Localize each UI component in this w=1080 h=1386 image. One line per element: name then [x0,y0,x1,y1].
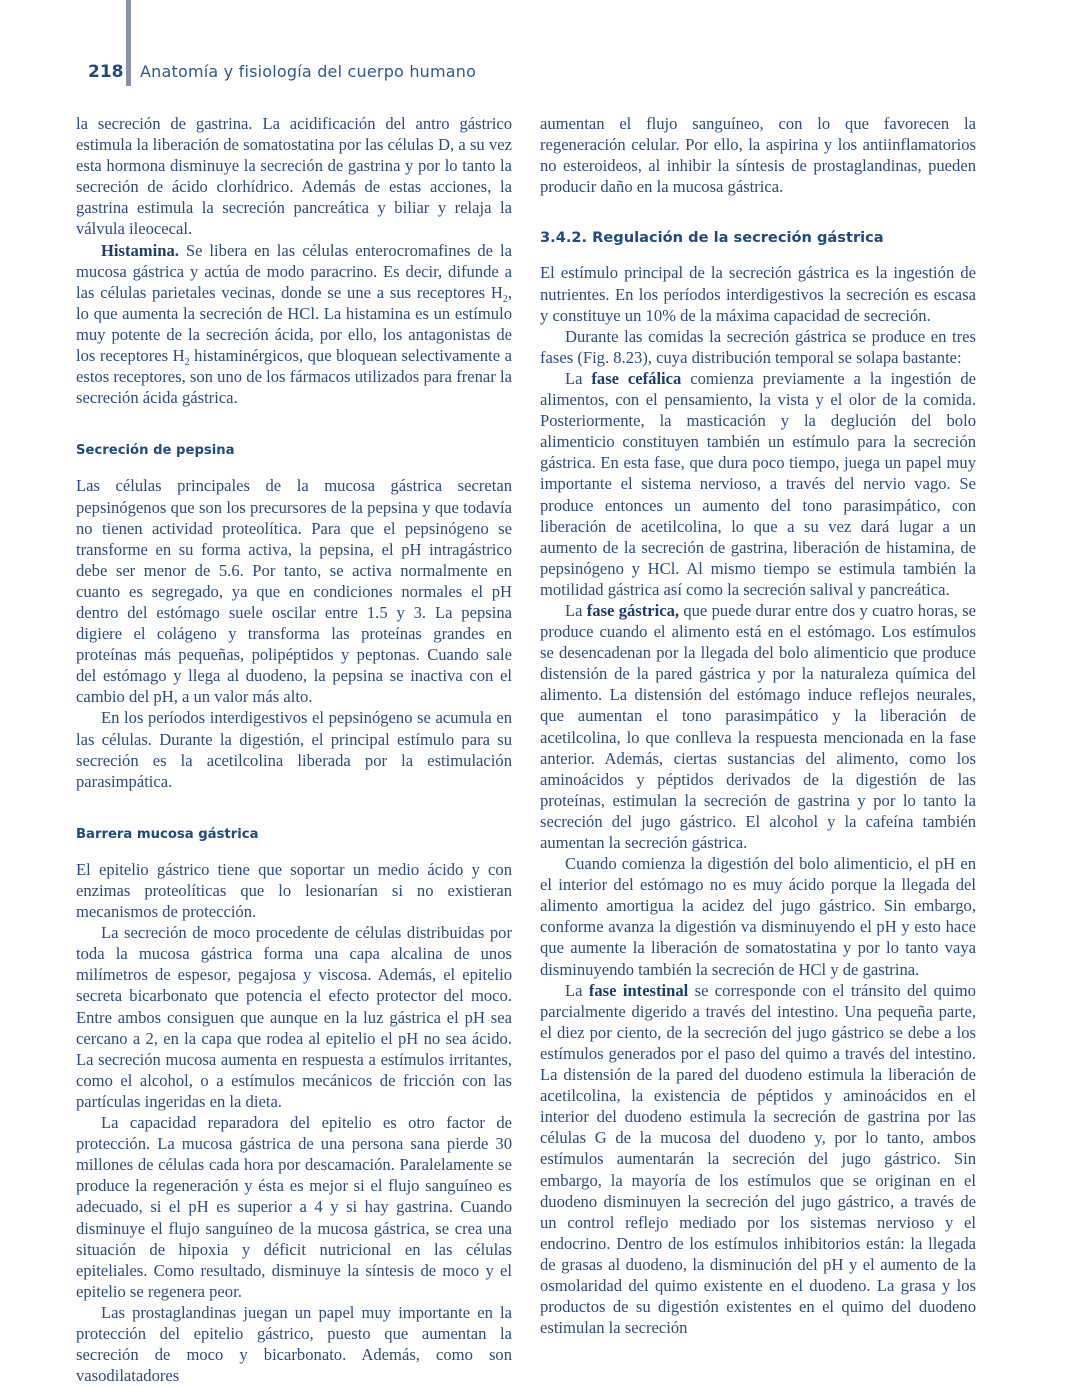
paragraph-histamina: Histamina. Se libera en las células enterocromafines de la mucosa gástrica y actúa de modo paracrino. Es decir, difunde a las células parietales vecinas, donde se une a sus receptores $H_2$, lo que aumenta la secreción de HCl. La histamina es un estímulo muy potente de la secreción ácida, por ello, los antagonistas de los receptores $H_2$ histaminérgicos, que bloquean selectivamente a estos receptores, son uno de los fármacos utilizados para frenar la secreción ácida gástrica. [76,240,512,408]
paragraph: El estímulo principal de la secreción gástrica es la ingestión de nutrientes. En los períodos interdigestivos la secreción es escasa y constituye un 10% de la máxima capacidad de secreción. [540,263,976,325]
paragraph: Durante las comidas la secreción gástrica se produce en tres fases (Fig. 8.23), cuya distribución temporal se solapa bastante: [540,326,976,367]
right-column [540,113,976,1338]
bold-term: fase gástrica, [586,600,680,620]
page-header [88,62,476,88]
paragraph: En los períodos interdigestivos el pepsinógeno se acumula en las células. Durante la digestión, el principal estímulo para su secreción es la acetilcolina liberada por la estimulación parasimpática. [76,708,512,791]
paragraph-fase-gastrica: La fase gástrica, que puede durar entre dos y cuatro horas, se produce cuando el alimento está en el estómago. Los estímulos se desencadenan por la llegada del bolo alimenticio que produce distensión de la pared gástrica y por la naturaleza química del alimento. La distensión del estómago induce reflejos neurales, que aumentan el tono parasimpático y la liberación de acetilcolina, lo que conlleva la respuesta mencionada en la fase anterior. Además, ciertas sustancias del alimento, como los aminoácidos y péptidos derivados de la digestión de las proteínas, estimulan la secreción de gastrina y por lo tanto la secreción del jugo gástrico. El alcohol y la cafeína también aumentan la secreción gástrica. [540,600,976,852]
page-number: 218 [88,62,124,82]
paragraph: la secreción de gastrina. La acidificación del antro gástrico estimula la liberación de somatostatina por las células D, a su vez esta hormona disminuye la secreción de gastrina y por lo tanto la secreción de ácido clorhídrico. Además de estas acciones, la gastrina estimula la secreción pancreática y biliar y relaja la válvula ileocecal. [76,114,512,239]
paragraph: Cuando comienza la digestión del bolo alimenticio, el pH en el interior del estómago no es muy ácido porque la llegada del alimento amortigua la acidez del jugo gástrico. Sin embargo, conforme avanza la digestión va disminuyendo el pH y esto hace que aumente la liberación de somatostatina y por lo tanto vaya disminuyendo también la secreción de HCl y de gastrina. [540,854,976,979]
paragraph: Las células principales de la mucosa gástrica secretan pepsinógenos que son los precursores de la pepsina y que todavía no tienen actividad proteolítica. Para que el pepsinógeno se transforme en su forma activa, la pepsina, el pH intragástrico debe ser menor de 5.6. Por tanto, se activa normalmente en cuanto es segregado, ya que en condiciones normales el pH dentro del estómago suele oscilar entre 1.5 y 3. La pepsina digiere el colágeno y transforma las proteínas grandes en proteínas más pequeñas, polipéptidos y peptonas. Cuando sale del estómago y llega al duodeno, la pepsina se inactiva con el cambio del pH, a un valor más alto. [76,476,512,707]
paragraph: La capacidad reparadora del epitelio es otro factor de protección. La mucosa gástrica de una persona sana pierde 30 millones de células cada hora por descamación. Paralelamente se produce la regeneración y ésta es mejor si el flujo sanguíneo es adecuado, si el pH es superior a 4 y si hay gastrina. Cuando disminuye el flujo sanguíneo de la mucosa gástrica, se crea una situación de hipoxia y déficit nutricional en las células epiteliales. Como resultado, disminuye la síntesis de moco y el epitelio se regenera peor. [76,1113,512,1301]
subheading-barrera-mucosa: Barrera mucosa gástrica [76,826,259,842]
paragraph: El epitelio gástrico tiene que soportar un medio ácido y con enzimas proteolíticas que lo lesionarían si no existieran mecanismos de protección. [76,859,512,922]
book-title: Anatomía y fisiología del cuerpo humano [140,62,477,81]
section-heading: 3.4.2. Regulación de la secreción gástrica [540,229,884,247]
bold-term: fase intestinal [588,980,689,1000]
bold-term: Histamina. [101,240,179,260]
paragraph-fase-intestinal: La fase intestinal se corresponde con el tránsito del quimo parcialmente digerido a través del intestino. Una pequeña parte, el diez por ciento, de la secreción del jugo gástrico se debe a los estímulos generados por el paso del quimo a través del intestino. La distensión de la pared del duodeno estimula la liberación de acetilcolina, la existencia de péptidos y aminoácidos en el interior del duodeno estimula la secreción de gastrina por las células G de la mucosa del duodeno y, por lo tanto, ambos estímulos aumentarán la secreción del jugo gástrico. Sin embargo, la mayoría de los estímulos que se originan en el duodeno disminuyen la secreción del jugo gástrico, a través de un control reflejo mediado por los sistemas nervioso y el endocrino. Dentro de los estímulos inhibitorios están: la llegada de grasas al duodeno, la disminución del pH y el aumento de la osmolaridad del quimo existente en el duodeno. La grasa y los productos de su digestión existentes en el quimo del duodeno estimulan la secreción [540,980,976,1338]
left-column [76,113,512,1386]
subheading-secrecion-pepsina: Secreción de pepsina [76,443,235,459]
paragraph: Las prostaglandinas juegan un papel muy importante en la protección del epitelio gástrico, puesto que aumentan la secreción de moco y bicarbonato. Además, como son vasodilatadores [76,1302,512,1386]
paragraph: La secreción de moco procedente de células distribuidas por toda la mucosa gástrica forma una capa alcalina de unos milímetros de espesor, pegajosa y viscosa. Además, el epitelio secreta bicarbonato que potencia el efecto protector del moco. Entre ambos consiguen que aunque en la luz gástrica el pH sea cercano a 2, en la capa que rodea al epitelio el pH no sea ácido. La secreción mucosa aumenta en respuesta a estímulos irritantes, como el alcohol, o a estímulos mecánicos de fricción con las partículas ingeridas en la dieta. [76,923,512,1111]
paragraph: aumentan el flujo sanguíneo, con lo que favorecen la regeneración celular. Por ello, la aspirina y los antiinflamatorios no esteroideos, al inhibir la síntesis de prostaglandinas, pueden producir daño en la mucosa gástrica. [540,114,976,197]
paragraph-fase-cefalica: La fase cefálica comienza previamente a la ingestión de alimentos, con el pensamiento, la vista y el olor de la comida. Posteriormente, la masticación y la deglución del bolo alimenticio constituyen también un estímulo para la secreción gástrica. En esta fase, que dura poco tiempo, juega un papel muy importante el sistema nervioso, a través del nervio vago. Se produce entonces un aumento del tono parasimpático, con liberación de acetilcolina, lo que a su vez dará lugar a un aumento de la secreción de gastrina, liberación de histamina, de pepsinógeno y HCl. Al mismo tiempo se estimula también la motilidad gástrica así como la secreción salival y pancreática. [540,368,977,599]
bold-term: fase cefálica [591,368,682,388]
